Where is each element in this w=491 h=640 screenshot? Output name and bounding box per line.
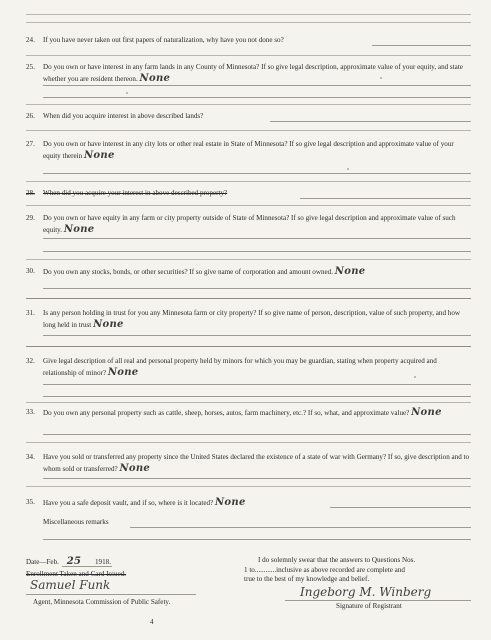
separator-rule (26, 346, 471, 347)
answer-line (372, 45, 471, 46)
question-number: 30. (26, 267, 35, 275)
question-text (43, 407, 471, 419)
scan-speck (347, 168, 349, 170)
separator-rule (26, 402, 471, 403)
question-text (43, 356, 471, 379)
answer-handwritten: None (139, 73, 171, 84)
answer-line (330, 507, 471, 508)
question-number: 24. (26, 36, 35, 44)
scan-speck (380, 77, 382, 79)
answer-line (43, 288, 471, 289)
date-underline (62, 566, 112, 567)
question-text-body: Have you sold or transferred any property since the United States declared the existence of a state of war with Germany? If so, give description and to whom sold or transferred? (43, 453, 470, 473)
question-number: 29. (26, 214, 35, 222)
question-text-body: Have you a safe deposit vault, and if so, where is it located? (43, 499, 214, 507)
question-number: 31. (26, 309, 35, 317)
question-number: 27. (26, 140, 35, 148)
answer-line (43, 384, 471, 385)
question-text-body: Do you own or have interest in any farm lands in any County of Minnesota? If so give legal description, approximate value of your equity, and state whether you are resident thereon. (43, 63, 463, 83)
question-text: If you have never taken out first papers of naturalization, why have you not done so? (43, 36, 284, 44)
question-number: 32. (26, 357, 35, 365)
scan-speck (126, 92, 128, 94)
answer-line (43, 97, 471, 98)
question-text: When did you acquire interest in above described lands? (43, 112, 204, 120)
answer-line (43, 335, 471, 336)
question-number: 35. (26, 498, 35, 506)
question-text (43, 308, 471, 331)
separator-rule (26, 130, 471, 131)
question-text: When did you acquire your interest in above described property? (43, 189, 228, 197)
separator-rule (26, 55, 471, 56)
separator-rule (26, 442, 471, 443)
separator-rule (26, 181, 471, 182)
top-rule (26, 14, 471, 15)
answer-handwritten: None (83, 150, 115, 161)
answer-handwritten: None (334, 266, 366, 277)
separator-rule (26, 205, 471, 206)
agent-title: Agent, Minnesota Commission of Public Safety. (33, 598, 171, 606)
answer-line (43, 478, 471, 479)
enrollment-text: Enrollment Taken and Card Issued. (26, 570, 127, 578)
answer-line (43, 396, 471, 397)
answer-handwritten: None (214, 497, 246, 508)
question-text (43, 213, 471, 236)
question-text (43, 266, 471, 278)
answer-line (43, 238, 471, 239)
date-label: Date—Feb. (26, 558, 59, 566)
agent-signature: Samuel Funk (30, 578, 111, 592)
misc-remarks-label: Miscellaneous remarks (43, 518, 109, 526)
question-number: 33. (26, 408, 35, 416)
registrant-label: Signature of Registrant (336, 602, 402, 610)
oath-line-2: 1 to............inclusive as above recorded are complete and (244, 566, 405, 574)
question-text-body: Do you own or have equity in any farm or city property outside of State of Minnesota? If so give legal description and approximate value of such equity. (43, 214, 456, 234)
answer-handwritten: None (411, 407, 442, 418)
answer-handwritten: None (107, 367, 139, 378)
answer-line (130, 527, 471, 528)
question-number: 26. (26, 112, 35, 120)
separator-rule (26, 259, 471, 260)
separator-rule (26, 486, 471, 487)
answer-line (43, 173, 471, 174)
question-number: 34. (26, 453, 35, 461)
answer-line (270, 121, 471, 122)
answer-line (300, 198, 471, 199)
question-number: 25. (26, 63, 35, 71)
oath-line-1: I do solemnly swear that the answers to Questions Nos. (258, 556, 416, 564)
question-text-body: Do you own any stocks, bonds, or other securities? If so give name of corporation and amount owned. (43, 268, 333, 276)
question-text-body: Give legal description of all real and personal property held by minors for which you may be guardian, stating when property acquired and relationship of minor? (43, 357, 437, 377)
signature-line (285, 600, 471, 601)
separator-rule (26, 104, 471, 105)
answer-line (43, 434, 471, 435)
page-mark: 4 (150, 618, 154, 626)
scan-speck (414, 376, 416, 378)
top-rule-2 (26, 22, 471, 23)
answer-line (43, 85, 471, 86)
date-day: 25 (66, 556, 82, 567)
answer-handwritten: None (63, 224, 95, 235)
signature-line (26, 594, 196, 595)
answer-line (43, 251, 471, 252)
question-text-body: Do you own any personal property such as cattle, sheep, horses, autos, farm machinery, etc.? If so, what, and approximate value? (43, 409, 410, 417)
question-text (43, 452, 471, 475)
question-text (43, 62, 471, 85)
question-text-body: Is any person holding in trust for you any Minnesota farm or city property? If so give name of person, description, value of such property, and how long held in trust (43, 309, 460, 329)
registrant-signature: Ingeborg M. Winberg (300, 585, 432, 599)
question-text-body: Do you own or have interest in any city lots or other real estate in State of Minnesota? If so give legal description and approximate value of your equity therein (43, 140, 454, 160)
answer-line (43, 539, 471, 540)
separator-rule (26, 298, 471, 299)
answer-handwritten: None (119, 463, 151, 474)
date-year: 1918. (95, 558, 111, 566)
question-text (43, 139, 471, 162)
oath-line-3: true to the best of my knowledge and belief. (244, 575, 370, 583)
answer-handwritten: None (93, 319, 124, 330)
question-number: 28. (26, 189, 35, 197)
